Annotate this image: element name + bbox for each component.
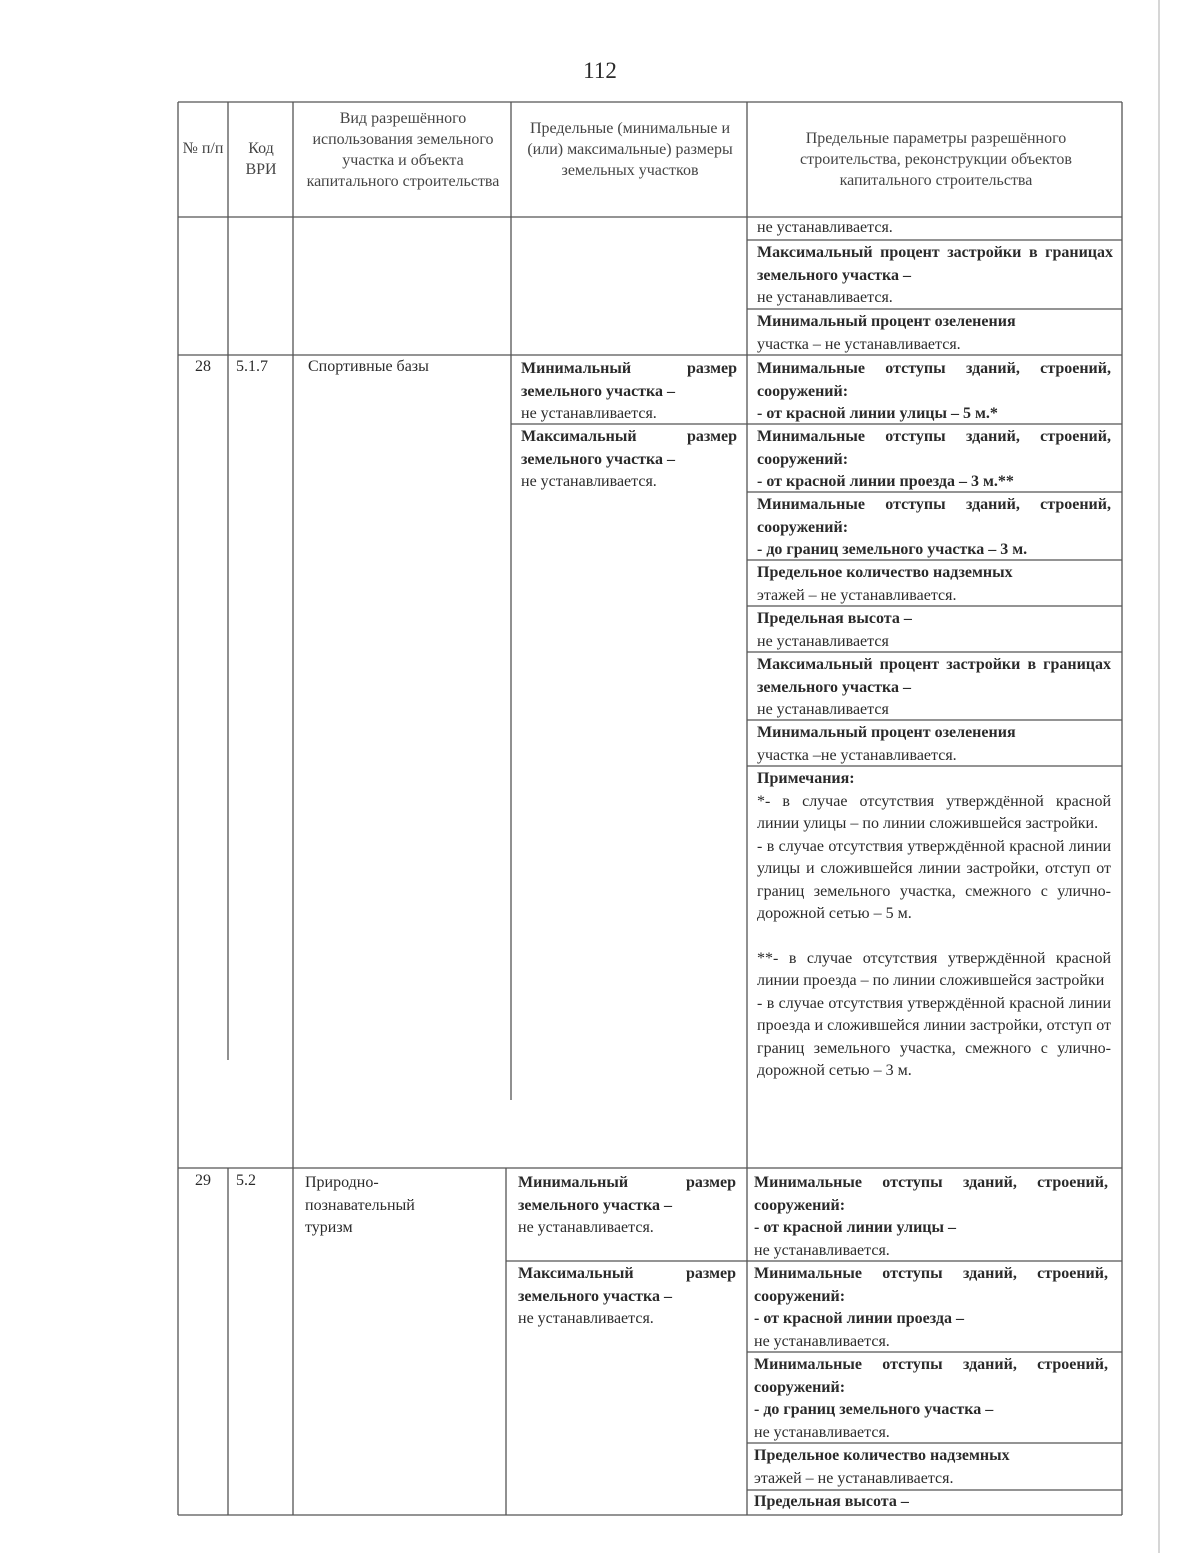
cont-param-1: не устанавливается. — [757, 219, 893, 236]
row29-param-5-bold: Предельная высота – — [754, 1493, 909, 1510]
row28-note-2: - в случае отсутствия утверждённой красной линии улицы и сложившейся линии застройки, отступ от границ земельного участка, смежного с улично-дорожной сетью – 5 м. — [757, 837, 1111, 922]
cont-param-3-rest: участка – не устанавливается. — [757, 335, 961, 353]
row28-param-7-bold: Минимальный процент озеленения — [757, 724, 1016, 741]
row28-note-3: **- в случае отсутствия утверждённой красной линии проезда – по линии сложившейся застройки — [757, 949, 1111, 989]
row28-notes — [757, 768, 1111, 1083]
row29-max-size-bold: Максимальный размер земельного участка – — [518, 1265, 736, 1305]
row29-param-3-tail: не устанавливается. — [754, 1423, 890, 1441]
row29-param-4-bold: Предельное количество надземных — [754, 1447, 1010, 1464]
row28-param-5-bold: Предельная высота – — [757, 610, 912, 627]
row28-num: 28 — [195, 358, 211, 375]
row29-param-1 — [754, 1172, 1108, 1262]
notes-spacer — [757, 926, 1111, 948]
page-number: 112 — [583, 58, 617, 83]
row28-notes-title: Примечания: — [757, 770, 855, 787]
row28-param-3-bold: Минимальные отступы зданий, строений, сооружений: — [757, 496, 1111, 536]
row29-name: Природно-познавательный туризм — [305, 1174, 415, 1236]
row28-param-2-bold: Минимальные отступы зданий, строений, сооружений: — [757, 428, 1111, 468]
row28-param-2 — [757, 426, 1111, 494]
header-num: № п/п — [182, 140, 224, 157]
row29-param-3-bold: Минимальные отступы зданий, строений, сооружений: — [754, 1356, 1108, 1396]
cont-param-2-bold: Максимальный процент застройки в границах земельного участка – — [757, 244, 1113, 284]
row29-min-size-bold: Минимальный размер земельного участка – — [518, 1174, 736, 1214]
row28-note-4: - в случае отсутствия утверждённой красной линии проезда и сложившейся линии застройки, отступ от границ земельного участка, смежного с улично-дорожной сетью – 3 м. — [757, 994, 1111, 1079]
row28-param-7-rest: участка –не устанавливается. — [757, 746, 957, 764]
row28-param-7 — [757, 722, 1111, 767]
row28-param-4-rest: этажей – не устанавливается. — [757, 586, 957, 604]
row29-max-size-rest: не устанавливается. — [518, 1310, 654, 1327]
row29-param-2 — [754, 1263, 1108, 1353]
row29-code: 5.2 — [236, 1172, 256, 1189]
row29-param-4-rest: этажей – не устанавливается. — [754, 1469, 954, 1487]
cont-param-3 — [757, 311, 1113, 356]
row28-param-1 — [757, 358, 1111, 426]
row29-param-2-tail: не устанавливается. — [754, 1332, 890, 1350]
header-sizes: Предельные (минимальные и (или) максимальные) размеры земельных участков — [527, 120, 733, 179]
row29-min-size — [518, 1172, 736, 1240]
row29-max-size — [518, 1263, 736, 1331]
row28-name: Спортивные базы — [308, 358, 429, 375]
header-type: Вид разрешённого использования земельного участка и объекта капитального строительства — [306, 110, 500, 190]
header-code: Код ВРИ — [245, 140, 277, 178]
row29-param-4 — [754, 1445, 1108, 1490]
row29-param-3 — [754, 1354, 1108, 1444]
row28-param-4 — [757, 562, 1111, 607]
header-params: Предельные параметры разрешённого строительства, реконструкции объектов капитального строительства — [800, 130, 1072, 189]
row28-param-3-rest: - до границ земельного участка – 3 м. — [757, 541, 1028, 558]
row28-param-6-rest: не устанавливается — [757, 701, 889, 718]
row29-param-2-bold: Минимальные отступы зданий, строений, сооружений: — [754, 1265, 1108, 1305]
row29-param-1-rest: - от красной линии улицы – — [754, 1219, 956, 1236]
row29-param-2-rest: - от красной линии проезда – — [754, 1310, 964, 1327]
row28-note-1: *- в случае отсутствия утверждённой красной линии улицы – по линии сложившейся застройки. — [757, 792, 1111, 832]
cont-param-2 — [757, 242, 1113, 310]
row28-code: 5.1.7 — [236, 358, 268, 375]
row28-param-2-rest: - от красной линии проезда – 3 м.** — [757, 473, 1014, 490]
row28-max-size-rest: не устанавливается. — [521, 473, 657, 490]
row28-max-size-bold: Максимальный размер земельного участка – — [521, 428, 737, 468]
row28-param-5-rest: не устанавливается — [757, 632, 889, 650]
row28-min-size-rest: не устанавливается. — [521, 405, 657, 422]
cont-param-2-rest: не устанавливается. — [757, 289, 893, 306]
row29-num: 29 — [195, 1172, 211, 1189]
row28-param-6-bold: Максимальный процент застройки в границах земельного участка – — [757, 656, 1111, 696]
row28-min-size-bold: Минимальный размер земельного участка – — [521, 360, 737, 400]
row29-param-5 — [754, 1491, 1108, 1514]
row29-param-1-tail: не устанавливается. — [754, 1241, 890, 1259]
row28-param-1-rest: - от красной линии улицы – 5 м.* — [757, 405, 998, 422]
row28-param-5 — [757, 608, 1111, 653]
row29-param-1-bold: Минимальные отступы зданий, строений, сооружений: — [754, 1174, 1108, 1214]
row28-param-1-bold: Минимальные отступы зданий, строений, сооружений: — [757, 360, 1111, 400]
cont-param-3-bold: Минимальный процент озеленения — [757, 313, 1016, 330]
row28-param-3 — [757, 494, 1111, 562]
row28-param-4-bold: Предельное количество надземных — [757, 564, 1013, 581]
row29-min-size-rest: не устанавливается. — [518, 1219, 654, 1236]
row29-param-3-rest: - до границ земельного участка – — [754, 1401, 994, 1418]
row28-param-6 — [757, 654, 1111, 722]
row28-max-size — [521, 426, 737, 494]
row28-min-size — [521, 358, 737, 426]
